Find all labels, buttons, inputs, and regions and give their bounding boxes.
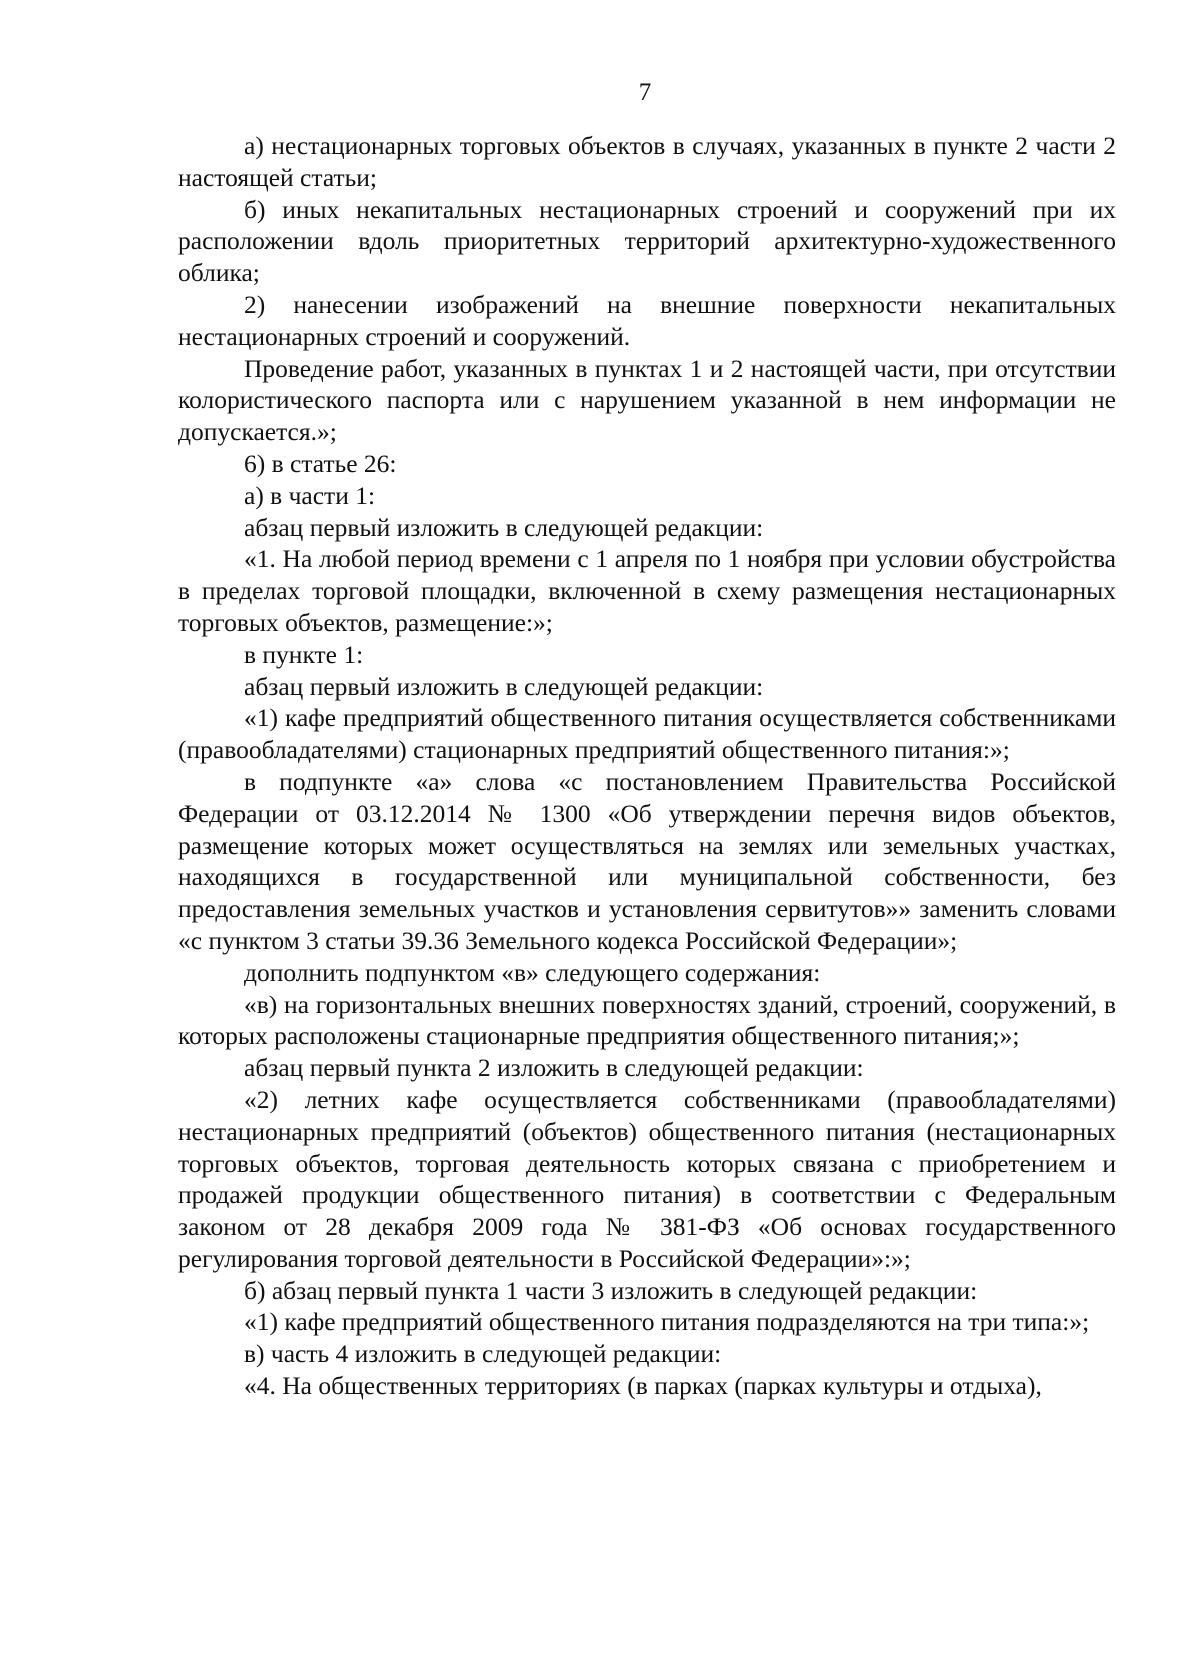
document-body bbox=[178, 130, 1116, 1402]
paragraph: «1) кафе предприятий общественного питания осуществляется собственниками (правообладателями) стационарных предприятий общественного питания:»; bbox=[178, 703, 1116, 765]
paragraph: Проведение работ, указанных в пунктах 1 и 2 настоящей части, при отсутствии колористического паспорта или с нарушением указанной в нем информации не допускается.»; bbox=[178, 353, 1116, 447]
paragraph: абзац первый изложить в следующей редакции: bbox=[244, 671, 764, 701]
paragraph: б) иных некапитальных нестационарных строений и сооружений при их расположении вдоль приоритетных территорий архитектурно-художественного облика; bbox=[178, 194, 1116, 288]
paragraph: в пункте 1: bbox=[244, 639, 364, 669]
paragraph: «1. На любой период времени с 1 апреля по 1 ноября при условии обустройства в пределах торговой площадки, включенной в схему размещения нестационарных торговых объектов, размещение:»; bbox=[178, 544, 1116, 637]
paragraph: абзац первый изложить в следующей редакции: bbox=[244, 512, 764, 542]
paragraph: в подпункте «а» слова «с постановлением Правительства Российской Федерации от 03.12.2014 № 1300 «Об утверждении перечня видов объектов, размещение которых может осуществляться на землях или земельных участках, находящихся в государственной или муниципальной собственности, без предоставления земельных участков и установления сервитутов»» заменить словами «с пунктом 3 статьи 39.36 Земельного кодекса Российской Федерации»; bbox=[178, 766, 1116, 955]
paragraph: а) нестационарных торговых объектов в случаях, указанных в пункте 2 части 2 настоящей статьи; bbox=[178, 131, 1116, 192]
paragraph: 2) нанесении изображений на внешние поверхности некапитальных нестационарных строений и сооружений. bbox=[178, 289, 1116, 351]
paragraph: «4. На общественных территориях (в парках (парках культуры и отдыха), bbox=[244, 1371, 1042, 1401]
paragraph: дополнить подпунктом «в» следующего содержания: bbox=[244, 957, 821, 987]
paragraph: «1) кафе предприятий общественного питания подразделяются на три типа:»; bbox=[244, 1307, 1090, 1337]
paragraph: абзац первый пункта 2 изложить в следующей редакции: bbox=[244, 1053, 864, 1083]
paragraph: «2) летних кафе осуществляется собственниками (правообладателями) нестационарных предприятий (объектов) общественного питания (нестационарных торговых объектов, торговая деятельность которых связана с приобретением и продажей продукции общественного питания) в соответствии с Федеральным законом от 28 декабря 2009 года № 381-ФЗ «Об основах государственного регулирования торговой деятельности в Российской Федерации»:»; bbox=[178, 1084, 1116, 1273]
paragraph: а) в части 1: bbox=[244, 480, 376, 510]
paragraph: в) часть 4 изложить в следующей редакции: bbox=[244, 1339, 722, 1369]
paragraph: б) абзац первый пункта 1 части 3 изложить в следующей редакции: bbox=[244, 1275, 978, 1305]
page-number: 7 bbox=[638, 79, 652, 106]
paragraph: «в) на горизонтальных внешних поверхностях зданий, строений, сооружений, в которых расположены стационарные предприятия общественного питания;»; bbox=[178, 989, 1116, 1051]
paragraph: 6) в статье 26: bbox=[244, 448, 397, 478]
